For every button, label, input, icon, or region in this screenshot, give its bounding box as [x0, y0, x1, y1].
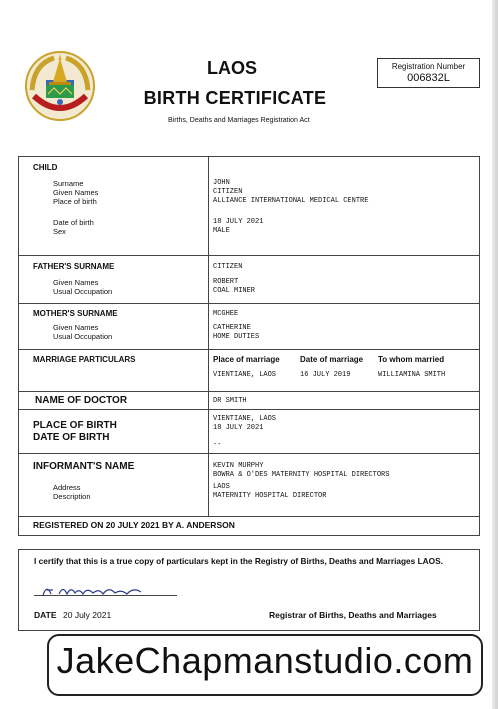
marriage-whom: WILLIAMINA SMITH: [378, 371, 446, 379]
informant-address-label: Address: [53, 483, 81, 492]
birth-place: VIENTIANE, LAOS: [213, 415, 277, 423]
father-occupation: COAL MINER: [213, 287, 256, 295]
child-surname: JOHN: [213, 179, 230, 187]
child-date-of-birth-label: Date of birth: [53, 218, 94, 227]
mother-occupation-label: Usual Occupation: [53, 332, 113, 341]
marriage-heading: MARRIAGE PARTICULARS: [33, 355, 136, 364]
row-divider: [19, 516, 479, 517]
registration-act: Births, Deaths and Marriages Registration Act: [168, 117, 310, 124]
certification-date: 20 July 2021: [63, 610, 112, 620]
mother-given-names-label: Given Names: [53, 323, 99, 332]
row-divider: [19, 255, 479, 256]
doctor-heading: NAME OF DOCTOR: [35, 395, 128, 406]
informant-address: LAOS: [213, 483, 230, 491]
registrar-title: Registrar of Births, Deaths and Marriages: [269, 610, 437, 620]
father-given-names: ROBERT: [213, 278, 239, 286]
document-title: BIRTH CERTIFICATE: [143, 88, 327, 108]
informant-description: MATERNITY HOSPITAL DIRECTOR: [213, 492, 327, 500]
mother-given-names: CATHERINE: [213, 324, 251, 332]
marriage-place-label: Place of marriage: [213, 355, 280, 364]
page-edge-shadow: [492, 0, 498, 709]
place-of-birth-heading: PLACE OF BIRTH: [33, 420, 117, 431]
certification-text: I certify that this is a true copy of particulars kept in the Registry of Births, Deaths and Marriages LAOS.: [34, 556, 443, 566]
row-divider: [19, 409, 479, 410]
birth-date: 18 JULY 2021: [213, 424, 264, 432]
father-surname: CITIZEN: [213, 263, 243, 271]
birth-dash: --: [213, 441, 222, 449]
marriage-date: 16 JULY 2019: [300, 371, 351, 379]
child-sex-label: Sex: [53, 227, 66, 236]
watermark-text: JakeChapmanstudio.com: [56, 640, 474, 681]
mother-surname: MCGHEE: [213, 310, 239, 318]
watermark-banner: [47, 634, 483, 696]
informant-heading: INFORMANT'S NAME: [33, 461, 135, 472]
registration-number-label: Registration Number: [391, 62, 466, 71]
child-surname-label: Surname: [53, 179, 84, 188]
child-place-of-birth-label: Place of birth: [53, 197, 97, 206]
child-sex: MALE: [213, 227, 230, 235]
registration-number: 006832L: [407, 72, 450, 84]
column-divider: [208, 157, 209, 517]
marriage-place: VIENTIANE, LAOS: [213, 371, 277, 379]
child-date-of-birth: 18 JULY 2021: [213, 218, 264, 226]
father-heading: FATHER'S SURNAME: [33, 262, 115, 271]
country-title: LAOS: [206, 58, 257, 78]
child-given-names-label: Given Names: [53, 188, 99, 197]
registrar-signature: [41, 582, 151, 603]
particulars-table: [18, 156, 480, 536]
row-divider: [19, 453, 479, 454]
row-divider: [19, 391, 479, 392]
row-divider: [19, 349, 479, 350]
doctor-name: DR SMITH: [213, 397, 247, 405]
date-of-birth-heading: DATE OF BIRTH: [33, 432, 110, 443]
registration-number-box: [377, 58, 480, 88]
signature-line: [34, 595, 177, 596]
informant-description-label: Description: [53, 492, 91, 501]
certification-date-label: DATE: [34, 610, 57, 620]
marriage-whom-label: To whom married: [378, 355, 445, 364]
father-given-names-label: Given Names: [53, 278, 99, 287]
informant-org: BOWRA & O'DES MATERNITY HOSPITAL DIRECTORS: [213, 471, 390, 479]
child-heading: CHILD: [33, 163, 58, 172]
marriage-date-label: Date of marriage: [300, 355, 364, 364]
father-occupation-label: Usual Occupation: [53, 287, 113, 296]
mother-occupation: HOME DUTIES: [213, 333, 260, 341]
child-place-of-birth: ALLIANCE INTERNATIONAL MEDICAL CENTRE: [213, 197, 369, 205]
child-given-names: CITIZEN: [213, 188, 243, 196]
mother-heading: MOTHER'S SURNAME: [33, 309, 118, 318]
row-divider: [19, 303, 479, 304]
certification-box: [18, 549, 480, 631]
registered-line: REGISTERED ON 20 JULY 2021 BY A. ANDERSON: [33, 520, 235, 530]
informant-name: KEVIN MURPHY: [213, 462, 264, 470]
